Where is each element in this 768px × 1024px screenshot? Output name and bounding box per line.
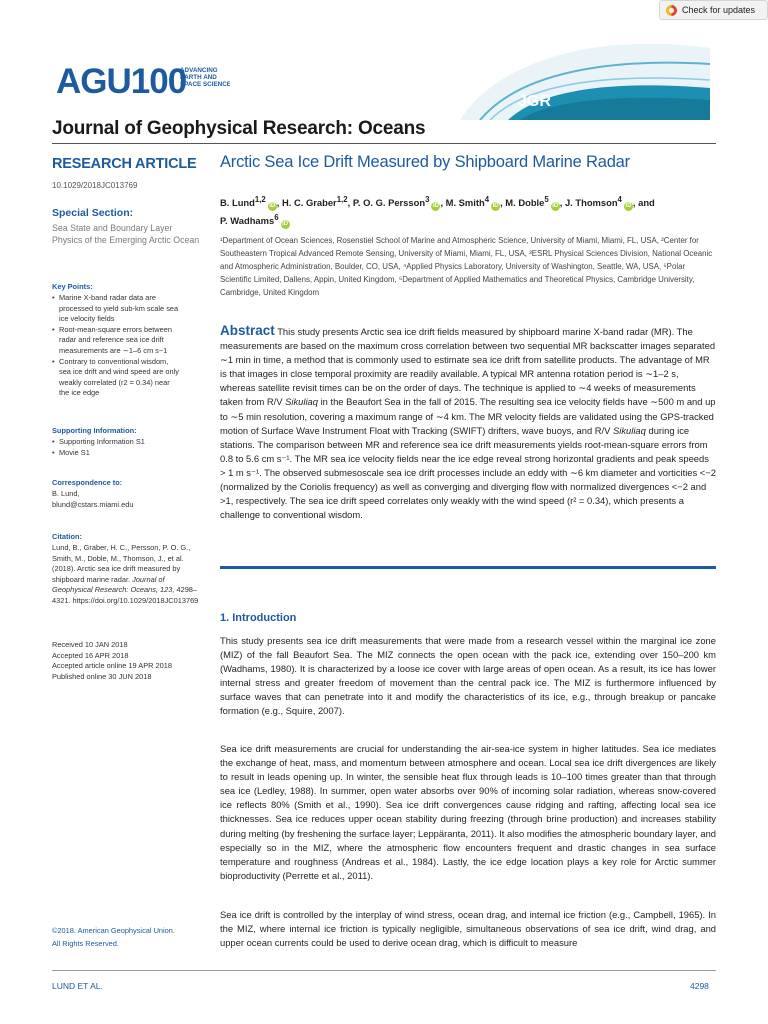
- author: M. Smith$^4$iD: [445, 195, 499, 210]
- date-published: Published online 30 JUN 2018: [52, 671, 152, 681]
- date-online: Accepted article online 19 APR 2018: [52, 661, 172, 671]
- supporting-info-heading: Supporting Information:: [52, 426, 137, 435]
- footer-divider: [52, 970, 716, 971]
- copyright-line: ©2018. American Geophysical Union.: [52, 926, 175, 935]
- orcid-icon[interactable]: iD: [492, 203, 499, 210]
- special-section-name[interactable]: Sea State and Boundary Layer Physics of the Emerging Arctic Ocean: [52, 223, 200, 245]
- supporting-info-list: [52, 437, 202, 458]
- paragraph: Sea ice drift measurements are crucial for understanding the air-sea-ice system in higher latitudes. Sea ice mediates the exchange of heat, mass, and momentum between atmosphere and ocean. Local sea ice drift divergences are likely to result in leads opening up. In winter, the sensible heat flux through leads is 10–100 times greater than that through sea ice (Ledley, 1988). In summer, open water absorbs over 90% of incoming solar radiation, whereas snow-covered ice reflects 80% (Smith et al., 1990). Sea ice drift convergences cause ridging and rafting, affecting local sea ice thicknesses. Sea ice reduces upper ocean stability during freezing (through brine production) and increases stability during melting (by freshening the surface layer; Leppäranta, 2011). It also modifies the atmospheric boundary layer, and especially so in the MIZ, where the atmospheric flow encounters frequent and drastic changes in sea surface temperature and roughness (Andreas et al., 1984). Lastly, the ice edge location plays a key role for Arctic summer bioproductivity (Perrette et al., 2011).: [220, 743, 716, 881]
- rights-line: All Rights Reserved.: [52, 938, 119, 948]
- citation-heading: Citation:: [52, 532, 82, 541]
- crossmark-icon: [666, 5, 677, 16]
- supporting-info-link[interactable]: • Supporting Information S1: [52, 437, 202, 448]
- paragraph: This study presents sea ice drift measurements that were made from a research vessel within the marginal ice zone (MIZ) of the fall Beaufort Sea. The MIZ connects the open ocean with the pack ice, extending over 150–200 km (Wadhams, 1980). It is characterized by a loose ice cover with large areas of open ocean. As a result, its ice has lower internal stress and greater freedom of movement than the central pack ice. The MIZ is furthermore influenced by surface waves that can penetrate into it and modify the characteristics of its ice, e.g., through breakup or pancake formation (e.g., Squire, 2007).: [220, 635, 716, 717]
- article-dates: [52, 640, 202, 682]
- orcid-icon[interactable]: iD: [282, 221, 289, 228]
- check-for-updates-label: Check for updates: [682, 5, 756, 15]
- abstract: Abstract This study presents Arctic sea ice drift fields measured by shipboard marine X-band radar (MR). The measurements are based on the maximum cross correlation between two sequential MR backscatter images separated ∼1 min in time, a method that is commonly used to estimate sea ice drift from satellite products. The advantage of MR is that images in close temporal proximity are readily available. A typical MR antenna rotation period is ∼1–2 s, whereas satellite revisit times can be on the order of days. The technique is applied to ∼4 weeks of measurements taken from R/V Sikuliaq in the Beaufort Sea in the fall of 2015. The resulting sea ice velocity fields have ∼500 m and up to ∼5 min resolution, covering a maximum range of ∼4 km. The MR velocity fields are validated using the GPS-tracked motion of Surface Wave Instrument Float with Tracking (SWIFT) drifters, wave buoys, and R/V Sikuliaq during ice stations. The comparison between MR and reference sea ice drift measurements yields root-mean-square errors from 0.8 to 5.6 cm s⁻¹. The MR sea ice velocity fields near the ice edge reveal strong horizontal gradients and peak speeds > 1 m s⁻¹. The observed submesoscale sea ice drift processes include an eddy with ∼6 km diameter and vorticities <−2 (normalized by the Coriolis frequency) as well as converging and diverging flow with normalized divergences <−2 and >1, respectively. The sea ice drift speed correlates only weakly with the wind speed (r² = 0.34), which presents a challenge to conventional wisdom.: [220, 323, 716, 521]
- key-points: [52, 293, 182, 399]
- author: M. Doble$^5$iD: [505, 195, 559, 210]
- doi[interactable]: 10.1029/2018JC013769: [52, 181, 138, 190]
- date-received: Received 10 JAN 2018: [52, 640, 128, 649]
- running-footer-authors: LUND ET AL.: [52, 981, 103, 991]
- page-number: 4298: [690, 981, 709, 991]
- agu100-logo: [56, 64, 230, 96]
- jgr-badge-text: JGR: [518, 93, 551, 110]
- jgr-badge: [460, 38, 710, 120]
- orcid-icon[interactable]: iD: [552, 203, 559, 210]
- paragraph: Sea ice drift is controlled by the interplay of wind stress, ocean drag, and internal ice friction (e.g., Campbell, 1965). In the MIZ, where internal ice friction is typically negligible, simultaneous observations of sea ice drift, wind drag, and upper ocean currents could be used to derive ocean drag, which is difficult to measure: [220, 909, 716, 949]
- copyright: [52, 925, 202, 951]
- correspondence-name: B. Lund,: [52, 489, 80, 498]
- article-title: Arctic Sea Ice Drift Measured by Shipboard Marine Radar: [220, 153, 630, 171]
- date-accepted: Accepted 16 APR 2018: [52, 650, 129, 660]
- author-list: B. Lund$^{1,2}$iD , H. C. Graber$^{1,2}$, P. O. G. Persson$^3$iD , M. Smith$^4$iD , M. Doble$^5$iD , J. Thomson$^4$iD , and P. Wadhams$^6$iD: [220, 195, 655, 228]
- journal-title: Journal of Geophysical Research: Oceans: [52, 118, 426, 139]
- key-point: • Root-mean-square errors between radar and reference sea ice drift measurements are ∼1–6 cm s−1: [52, 325, 182, 357]
- citation: [52, 543, 202, 607]
- abstract-divider: [220, 566, 716, 569]
- citation-doi[interactable]: 4298–4321. https://doi.org/10.1029/2018JC013769: [52, 585, 199, 605]
- orcid-icon[interactable]: iD: [432, 203, 439, 210]
- check-for-updates-button[interactable]: [659, 0, 768, 20]
- header-divider: [52, 143, 716, 144]
- author: P. Wadhams$^6$iD: [220, 213, 289, 228]
- logo-tagline-1: ADVANCING: [180, 67, 218, 74]
- correspondence-heading: Correspondence to:: [52, 478, 123, 487]
- citation-journal: Journal of Geophysical Research: Oceans, 123,: [52, 574, 175, 595]
- logo-text: AGU100: [56, 64, 187, 96]
- author: J. Thomson$^4$iD: [564, 195, 632, 210]
- logo-tagline-2: EARTH AND: [180, 74, 217, 81]
- key-points-heading: Key Points:: [52, 282, 93, 291]
- key-point: • Contrary to conventional wisdom, sea ice drift and wind speed are only weakly correlated (r2 = 0.34) near the ice edge: [52, 357, 182, 399]
- article-type: RESEARCH ARTICLE: [52, 156, 197, 172]
- special-section-heading: Special Section:: [52, 207, 134, 219]
- key-point: • Marine X-band radar data are processed to yield sub-km scale sea ice velocity fields: [52, 293, 182, 325]
- section-heading-introduction: 1. Introduction: [220, 612, 297, 624]
- abstract-label: Abstract: [220, 323, 275, 338]
- author: B. Lund$^{1,2}$iD: [220, 195, 276, 210]
- logo-tagline-3: SPACE SCIENCE: [180, 81, 230, 88]
- affiliations: ¹Department of Ocean Sciences, Rosenstiel School of Marine and Atmospheric Science, University of Miami, Miami, FL, USA, ²Center for Southeastern Tropical Advanced Remote Sensing, University of Miami, Miami, FL, USA, ³ESRL Physical Sciences Division, National Oceanic and Atmospheric Administration, Boulder, CO, USA, ⁴Applied Physics Laboratory, University of Washington, Seattle, WA, USA, ⁵Polar Scientific Limited, Dallens, Appin, United Kingdom, ⁶Department of Applied Mathematics and Theoretical Physics, Cambridge University, Cambridge, United Kingdom: [220, 236, 713, 297]
- orcid-icon[interactable]: iD: [269, 203, 276, 210]
- author: P. O. G. Persson$^3$iD: [352, 195, 439, 210]
- orcid-icon[interactable]: iD: [625, 203, 632, 210]
- author: H. C. Graber$^{1,2}$: [282, 195, 348, 209]
- supporting-info-link[interactable]: • Movie S1: [52, 448, 202, 459]
- citation-text: Lund, B., Graber, H. C., Persson, P. O. G., Smith, M., Doble, M., Thomson, J., et al. (2018). Arctic sea ice drift measured by shipboard marine radar.: [52, 543, 191, 584]
- correspondence: [52, 489, 202, 510]
- correspondence-email[interactable]: blund@cstars.miami.edu: [52, 499, 134, 509]
